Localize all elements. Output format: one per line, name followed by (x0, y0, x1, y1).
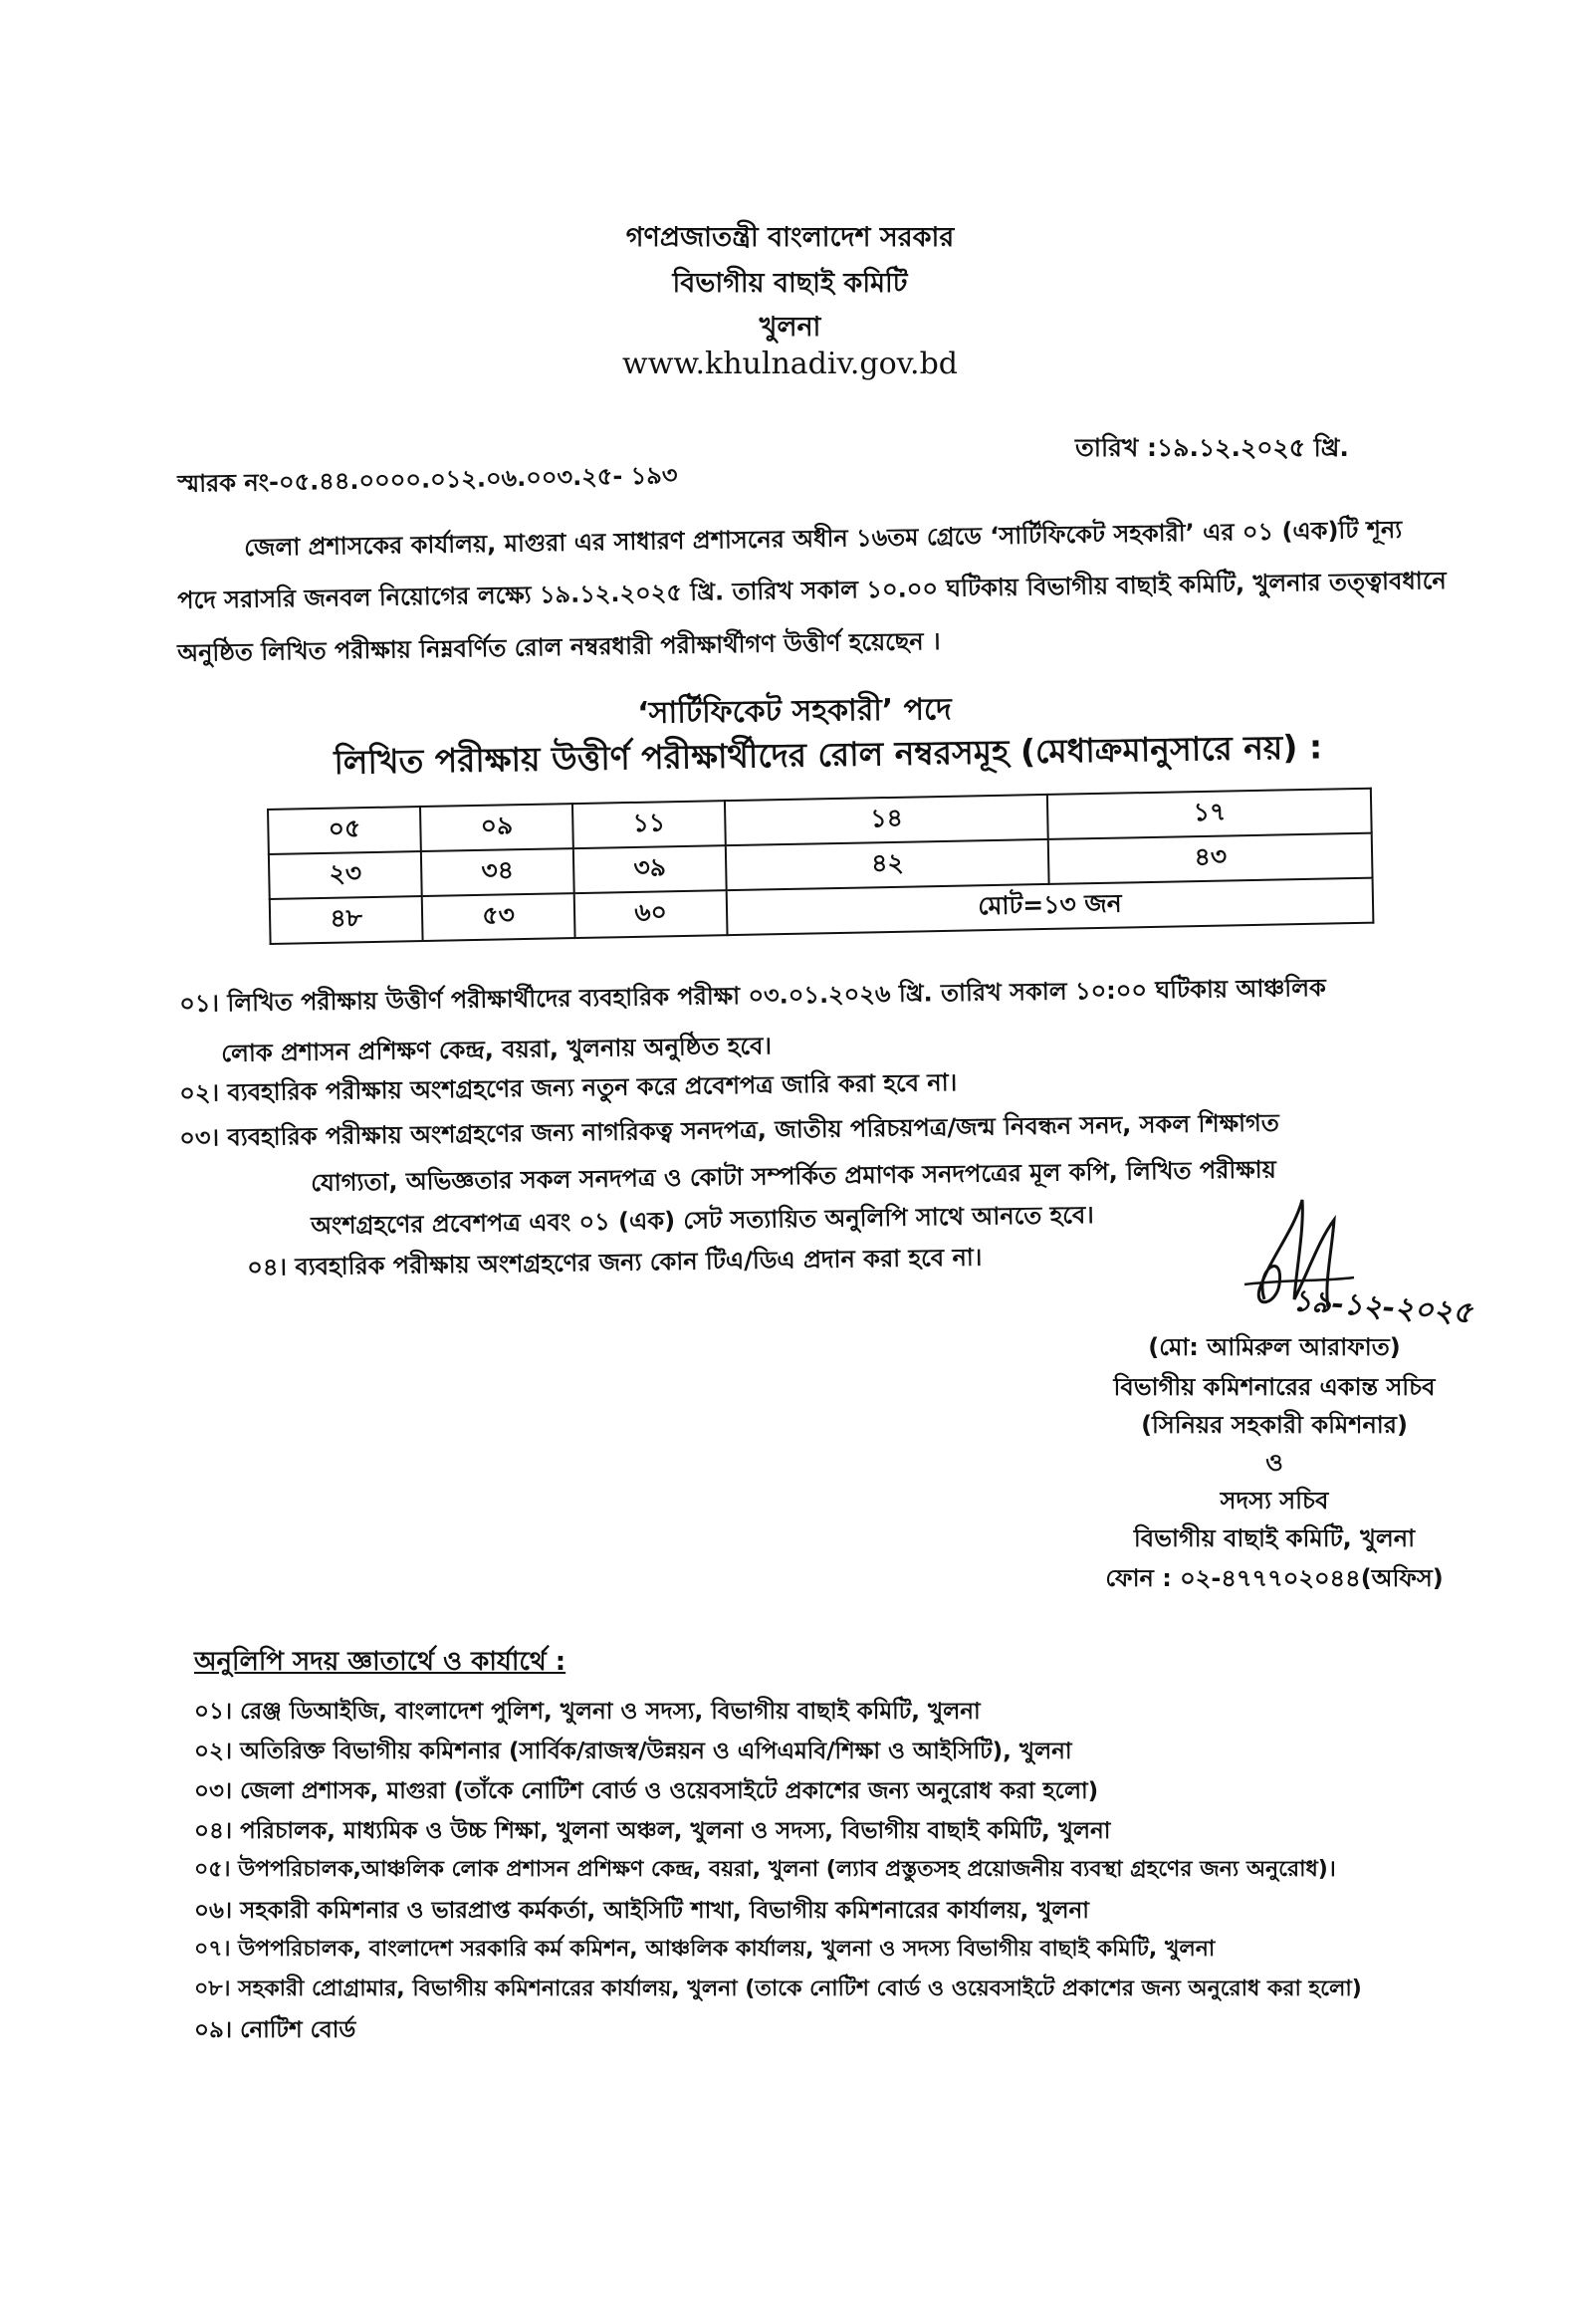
signatory-designation-1: বিভাগীয় কমিশনারের একান্ত সচিব (1113, 1373, 1436, 1401)
intro-line-3: অনুষ্ঠিত লিখিত পরীক্ষায় নিম্নবর্ণিত রোল নম্বরধারী পরীক্ষার্থীগণ উত্তীর্ণ হয়েছেন । (177, 626, 941, 667)
signatory-designation-4: বিভাগীয় বাছাই কমিটি, খুলনা (1133, 1524, 1416, 1552)
list-item: ০৭। উপপরিচালক, বাংলাদেশ সরকারি কর্ম কমিশন, আঞ্চলিক কার্যালয়, খুলনা ও সদস্য বিভাগীয় বাছাই কমিটি, খুলনা (194, 1937, 1216, 1962)
list-item: ০৪। পরিচালক, মাধ্যমিক ও উচ্চ শিক্ষা, খুলনা অঞ্চল, খুলনা ও সদস্য, বিভাগীয় বাছাই কমিটি, খুলনা (194, 1818, 1111, 1844)
roll-cell: ২৩ (269, 851, 422, 899)
roll-number-table (267, 788, 1374, 945)
roll-cell: ৫৩ (422, 893, 575, 941)
intro-line-2: পদে সরাসরি জনবল নিয়োগের লক্ষ্যে ১৯.১২.২০২৫ খ্রি. তারিখ সকাল ১০.০০ ঘটিকায় বিভাগীয় বাছাই কমিটি, খুলনার তত্ত্বাবধানে (177, 566, 1447, 614)
roll-cell: ৩৪ (421, 848, 574, 896)
copy-list (194, 1693, 1362, 2051)
roll-cell: ১৪ (725, 795, 1048, 845)
roll-cell: ০৯ (420, 804, 573, 851)
note-1-line-2: লোক প্রশাসন প্রশিক্ষণ কেন্দ্র, বয়রা, খুলনায় অনুষ্ঠিত হবে। (221, 1032, 773, 1067)
list-item: ০২। অতিরিক্ত বিভাগীয় কমিশনার (সার্বিক/রাজস্ব/উন্নয়ন ও এপিএমবি/শিক্ষা ও আইসিটি), খুলনা (194, 1739, 1072, 1764)
roll-cell: ৬০ (574, 890, 728, 938)
govt-name: গণপ্রজাতন্ত্রী বাংলাদেশ সরকার (625, 222, 955, 253)
note-3-line-2: যোগ্যতা, অভিজ্ঞতার সকল সনদপত্র ও কোটা সম্পর্কিত প্রমাণক সনদপত্রের মূল কপি, লিখিত পরীক্ষায় (311, 1155, 1276, 1197)
roll-cell: ৪৩ (1048, 833, 1372, 884)
signatory-designation-3: সদস্য সচিব (1220, 1487, 1329, 1514)
note-3-line-3: অংশগ্রহণের প্রবেশপত্র এবং ০১ (এক) সেট সত্যায়িত অনুলিপি সাথে আনতে হবে। (311, 1201, 1094, 1240)
note-1-line-1: ০১। লিখিত পরীক্ষায় উত্তীর্ণ পরীক্ষার্থীদের ব্যবহারিক পরীক্ষা ০৩.০১.২০২৬ খ্রি. তারিখ সকাল ১০:০০ ঘটিকায় আঞ্চলিক (179, 973, 1327, 1018)
post-title: ‘সার্টিফিকেট সহকারী’ পদে (637, 692, 953, 731)
signature-date: ১৯-১২-২০২৫ (1291, 1282, 1473, 1331)
note-4: ০৪। ব্যবহারিক পরীক্ষায় অংশগ্রহণের জন্য কোন টিএ/ডিএ প্রদান করা হবে না। (247, 1243, 983, 1281)
roll-cell: ৪২ (726, 839, 1049, 890)
list-item: ০৬। সহকারী কমিশনার ও ভারপ্রাপ্ত কর্মকর্তা, আইসিটি শাখা, বিভাগীয় কমিশনারের কার্যালয়, খুলনা (194, 1898, 1089, 1924)
total-count-cell: মোট=১৩ জন (727, 878, 1374, 935)
notice-date: তারিখ :১৯.১২.২০২৫ খ্রি. (1075, 433, 1349, 462)
copy-list-title: অনুলিপি সদয় জ্ঞাতার্থে ও কার্যার্থে : (194, 1647, 566, 1677)
website-link[interactable]: www.khulnadiv.gov.bd (622, 347, 958, 381)
list-item: ০৫। উপপরিচালক,আঞ্চলিক লোক প্রশাসন প্রশিক্ষণ কেন্দ্র, বয়রা, খুলনা (ল্যাব প্রস্তুতসহ প্রয়োজনীয় ব্যবস্থা গ্রহণের জন্য অনুরোধ)। (194, 1857, 1336, 1882)
city-name: খুলনা (759, 312, 821, 343)
memo-number: স্মারক নং-০৫.৪৪.০০০০.০১২.০৬.০০৩.২৫- ১৯৩ (177, 461, 678, 498)
signatory-phone: ফোন : ০২-৪৭৭৭০২০৪৪(অফিস) (1105, 1564, 1444, 1592)
roll-list-title: লিখিত পরীক্ষায় উত্তীর্ণ পরীক্ষার্থীদের রোল নম্বরসমূহ (মেধাক্রমানুসারে নয়) : (334, 727, 1323, 782)
roll-cell: ১৭ (1047, 789, 1371, 839)
roll-cell: ৩৯ (573, 845, 727, 893)
list-item: ০৩। জেলা প্রশাসক, মাগুরা (তাঁকে নোটিশ বোর্ড ও ওয়েবসাইটে প্রকাশের জন্য অনুরোধ করা হলো) (194, 1778, 1099, 1804)
roll-cell: ১১ (572, 801, 726, 848)
note-3-line-1: ০৩। ব্যবহারিক পরীক্ষায় অংশগ্রহণের জন্য নাগরিকত্ব সনদপত্র, জাতীয় পরিচয়পত্র/জন্ম নিবন্ধন সনদ, সকল শিক্ষাগত (179, 1108, 1279, 1152)
signatory-designation-2: (সিনিয়র সহকারী কমিশনার) (1141, 1411, 1408, 1439)
list-item: ০৮। সহকারী প্রোগ্রামার, বিভাগীয় কমিশনারের কার্যালয়, খুলনা (তাকে নোটিশ বোর্ড ও ওয়েবসাইটে প্রকাশের জন্য অনুরোধ করা হলো) (194, 1976, 1362, 2001)
list-item: ০১। রেঞ্জ ডিআইজি, বাংলাদেশ পুলিশ, খুলনা ও সদস্য, বিভাগীয় বাছাই কমিটি, খুলনা (194, 1699, 981, 1725)
signatory-name: (মো: আমিরুল আরাফাত) (1148, 1333, 1401, 1361)
roll-cell: ৪৮ (270, 896, 423, 944)
intro-line-1: জেলা প্রশাসকের কার্যালয়, মাগুরা এর সাধারণ প্রশাসনের অধীন ১৬তম গ্রেডে ‘সার্টিফিকেট সহকারী’ এর ০১ (এক)টি শূন্য (244, 515, 1403, 562)
list-item: ০৯। নোটিশ বোর্ড (194, 2017, 356, 2043)
signatory-and: ও (1265, 1449, 1283, 1477)
roll-cell: ০৫ (268, 807, 421, 854)
note-2: ০২। ব্যবহারিক পরীক্ষায় অংশগ্রহণের জন্য নতুন করে প্রবেশপত্র জারি করা হবে না। (179, 1068, 958, 1107)
committee-name: বিভাগীয় বাছাই কমিটি (672, 268, 908, 299)
